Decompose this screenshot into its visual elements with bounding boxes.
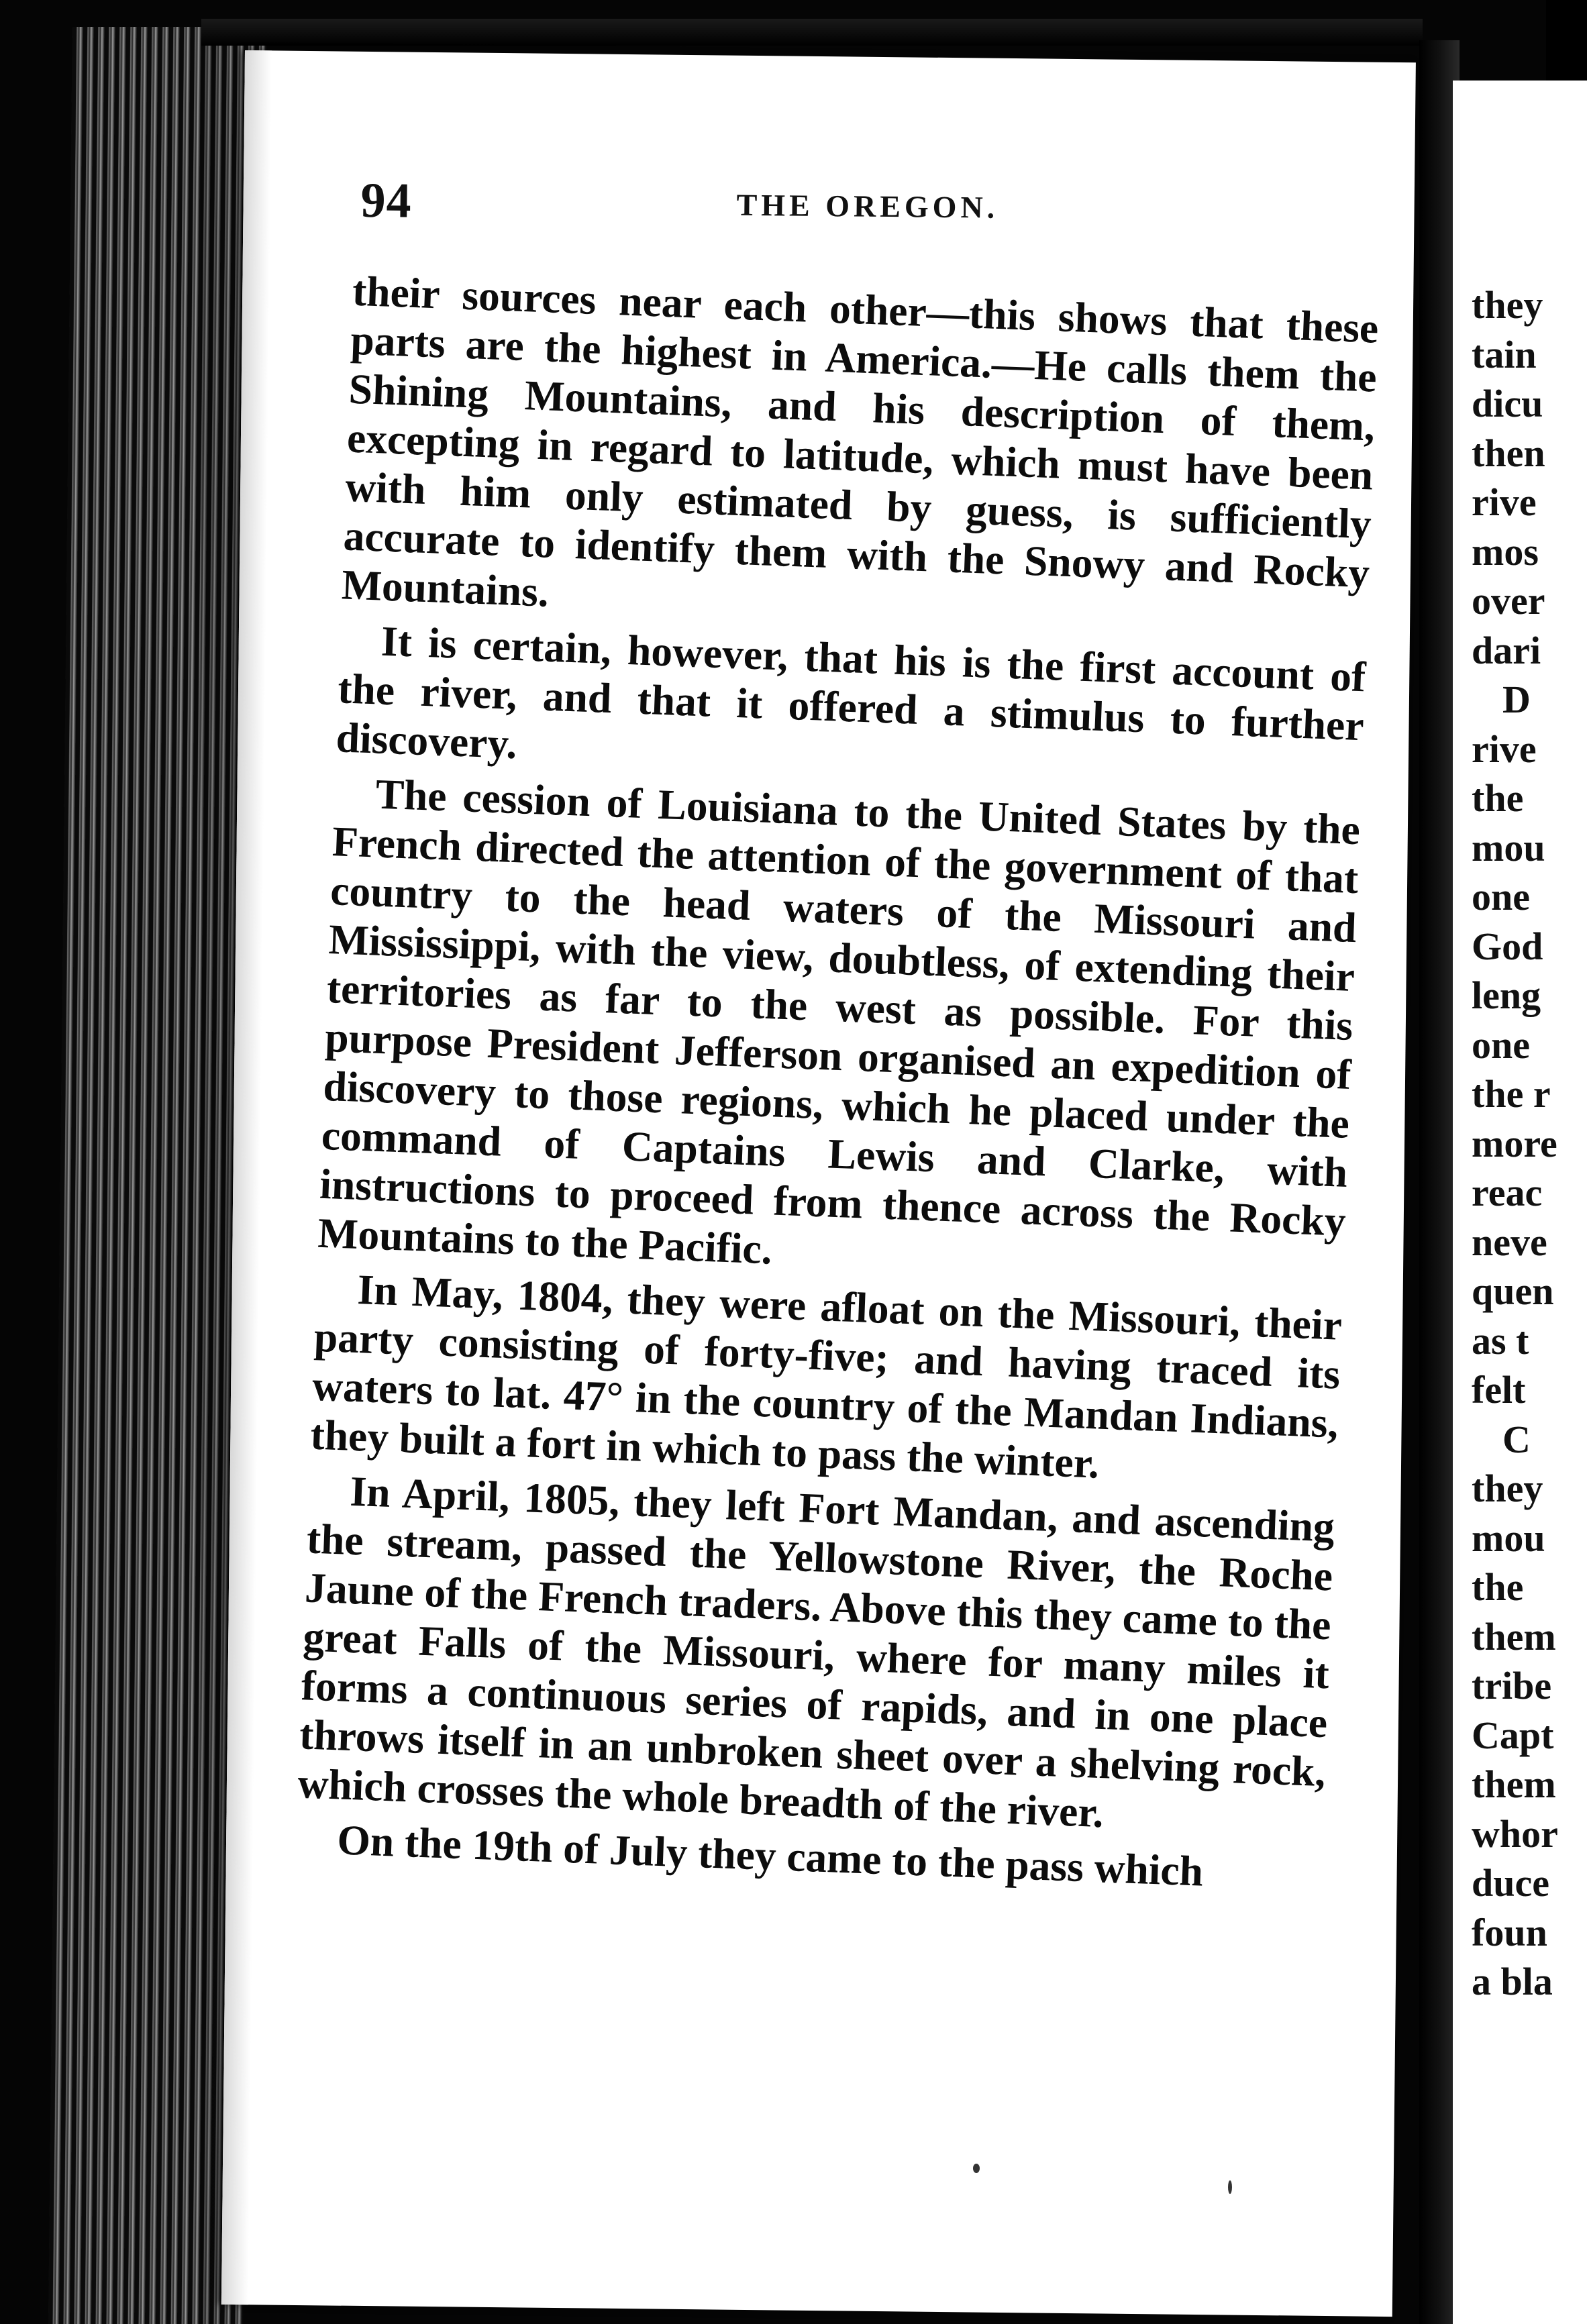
- facing-line: C: [1502, 1417, 1531, 1461]
- left-page: [221, 50, 1416, 2317]
- facing-line: God: [1472, 924, 1543, 968]
- facing-line: then: [1472, 431, 1545, 475]
- facing-line: Capt: [1472, 1713, 1554, 1757]
- facing-line: one: [1472, 875, 1530, 918]
- facing-line: tain: [1472, 332, 1537, 376]
- facing-line: neve: [1472, 1220, 1547, 1264]
- facing-line: rive: [1472, 480, 1537, 524]
- ink-speck: [1228, 2180, 1232, 2194]
- facing-page: [1453, 81, 1587, 2324]
- facing-page-text: [1472, 280, 1558, 2007]
- facing-line: the: [1472, 776, 1524, 820]
- running-head: [360, 172, 1381, 257]
- facing-line: they: [1472, 1467, 1543, 1510]
- facing-line: them: [1472, 1762, 1556, 1806]
- facing-line: D: [1502, 678, 1531, 721]
- paragraph-6: On the 19th of July they came to the pass which: [336, 1815, 1205, 1895]
- facing-line: mos: [1472, 529, 1539, 574]
- facing-line: whor: [1472, 1811, 1558, 1856]
- facing-line: foun: [1472, 1910, 1547, 1954]
- paragraph-4: In May, 1804, they were afloat on the Missouri, their party consisting of forty-five; and having traced its waters to lat. 47° in the country of the Mandan Indians, they built a fort in which to pass the winter.: [309, 1265, 1343, 1487]
- paragraph-5: In April, 1805, they left Fort Mandan, and ascending the stream, passed the Yellowstone River, the Roche Jaune of the French traders. Above this they came to the great Falls of the Missouri, where for many miles it forms a continuous series of rapids, and in one place throws itself in an unbroken sheet over a shelving rock, which crosses the whole breadth of the river.: [297, 1467, 1336, 1837]
- facing-line: duce: [1472, 1861, 1549, 1905]
- page-number: 94: [360, 172, 413, 229]
- facing-line: mou: [1472, 1516, 1545, 1560]
- facing-line: as t: [1472, 1318, 1529, 1363]
- facing-line: mou: [1472, 825, 1545, 869]
- facing-line: felt: [1472, 1368, 1526, 1412]
- facing-line: reac: [1472, 1171, 1543, 1214]
- facing-line: dari: [1472, 628, 1541, 672]
- paragraph-2: It is certain, however, that his is the first account of the river, and that it offered a stimulus to further discovery.: [335, 617, 1367, 768]
- facing-line: one: [1472, 1022, 1530, 1067]
- paragraph-1: their sources near each other—this shows that these parts are the highest in America.—He calls them the Shining Mountains, and his description of them, excepting in regard to latitude, which must have been with him only estimated by guess, is sufficiently accurate to identify them with the Snowy and Rocky Mountains.: [340, 266, 1380, 616]
- facing-line: leng: [1472, 973, 1541, 1017]
- facing-line: rive: [1472, 727, 1537, 771]
- facing-line: dicu: [1472, 382, 1543, 425]
- book-top-edge: [201, 19, 1423, 46]
- facing-line: more: [1472, 1121, 1557, 1165]
- facing-line: tribe: [1472, 1664, 1552, 1707]
- facing-line: a bla: [1472, 1960, 1553, 2003]
- running-title: THE OREGON.: [736, 187, 999, 225]
- facing-line: quen: [1472, 1269, 1554, 1313]
- facing-line: the r: [1472, 1072, 1551, 1116]
- body-text: [295, 266, 1380, 1906]
- facing-line: the: [1472, 1565, 1524, 1609]
- facing-line: they: [1472, 283, 1543, 327]
- facing-line: over: [1472, 579, 1545, 623]
- paragraph-3: The cession of Louisiana to the United States by the French directed the attention of the government of that country to the head waters of the Missouri and Mississippi, with the view, doubtless, of extending their territories as far to the west as possible. For this purpose President Jefferson organised an expedition of discovery to those regions, which he placed under the command of Captains Lewis and Clarke, with instructions to proceed from thence across the Rocky Mountains to the Pacific.: [317, 770, 1362, 1273]
- facing-line: them: [1472, 1614, 1556, 1658]
- ink-speck: [973, 2164, 980, 2173]
